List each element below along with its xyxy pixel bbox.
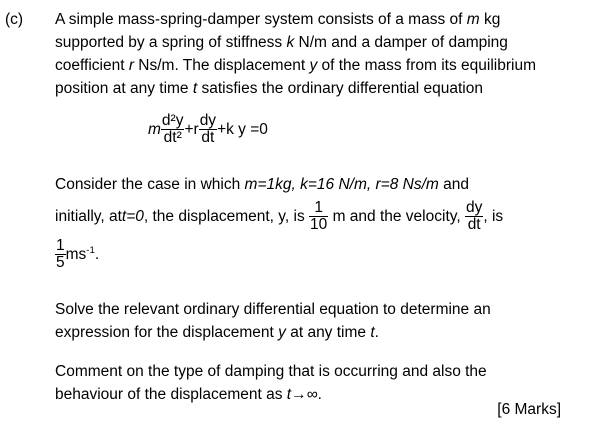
initial-displacement-fraction: $\frac{1}{10}$: [310, 199, 328, 234]
intro-line-3: coefficient r Ns/m. The displacement y of the mass from its equilibrium: [55, 57, 536, 74]
eq-equals-zero: =0: [250, 120, 268, 138]
intro-line-4: position at any time t satisfies the ordinary differential equation: [55, 80, 483, 97]
task-line-1: Solve the relevant ordinary differential equation to determine an: [55, 301, 491, 318]
velocity-derivative-fraction: $\frac{dy}{dt}$: [465, 199, 483, 234]
comment-line-1: Comment on the type of damping that is occurring and also the: [55, 363, 487, 380]
intro-line-2: supported by a spring of stiffness k N/m and a damper of damping: [55, 34, 508, 51]
conditions-line-1: Consider the case in which m=1kg, k=16 N/m, r=8 Ns/m and: [55, 176, 469, 193]
eq-first-derivative: $\frac{dy}{dt}$: [199, 112, 217, 147]
marks-label: [6 Marks]: [497, 401, 561, 418]
eq-second-derivative: $\frac{\text{d²y}}{\text{dt²}}$: [161, 112, 184, 147]
task-line-2: expression for the displacement y at any time t.: [55, 324, 379, 341]
intro-line-1: A simple mass-spring-damper system consists of a mass of m kg: [55, 11, 501, 28]
conditions-line-2: initially, att=0, the displacement, y, is $\frac{1}{10}$ m and the velocity, $\frac{dy}{dt}$ , is: [55, 199, 504, 234]
eq-mass: m: [148, 120, 161, 138]
initial-velocity-fraction: $\frac{1}{5}$: [56, 237, 65, 272]
differential-equation: [148, 113, 268, 147]
initial-velocity: $\frac{1}{5}$ $ms^{-1}$.: [56, 237, 100, 272]
eq-plus-r: +r: [184, 120, 199, 138]
comment-line-2: behaviour of the displacement as t→∞.: [55, 386, 322, 403]
eq-plus-ky: +k y: [217, 120, 246, 138]
part-label: (c): [5, 11, 24, 28]
